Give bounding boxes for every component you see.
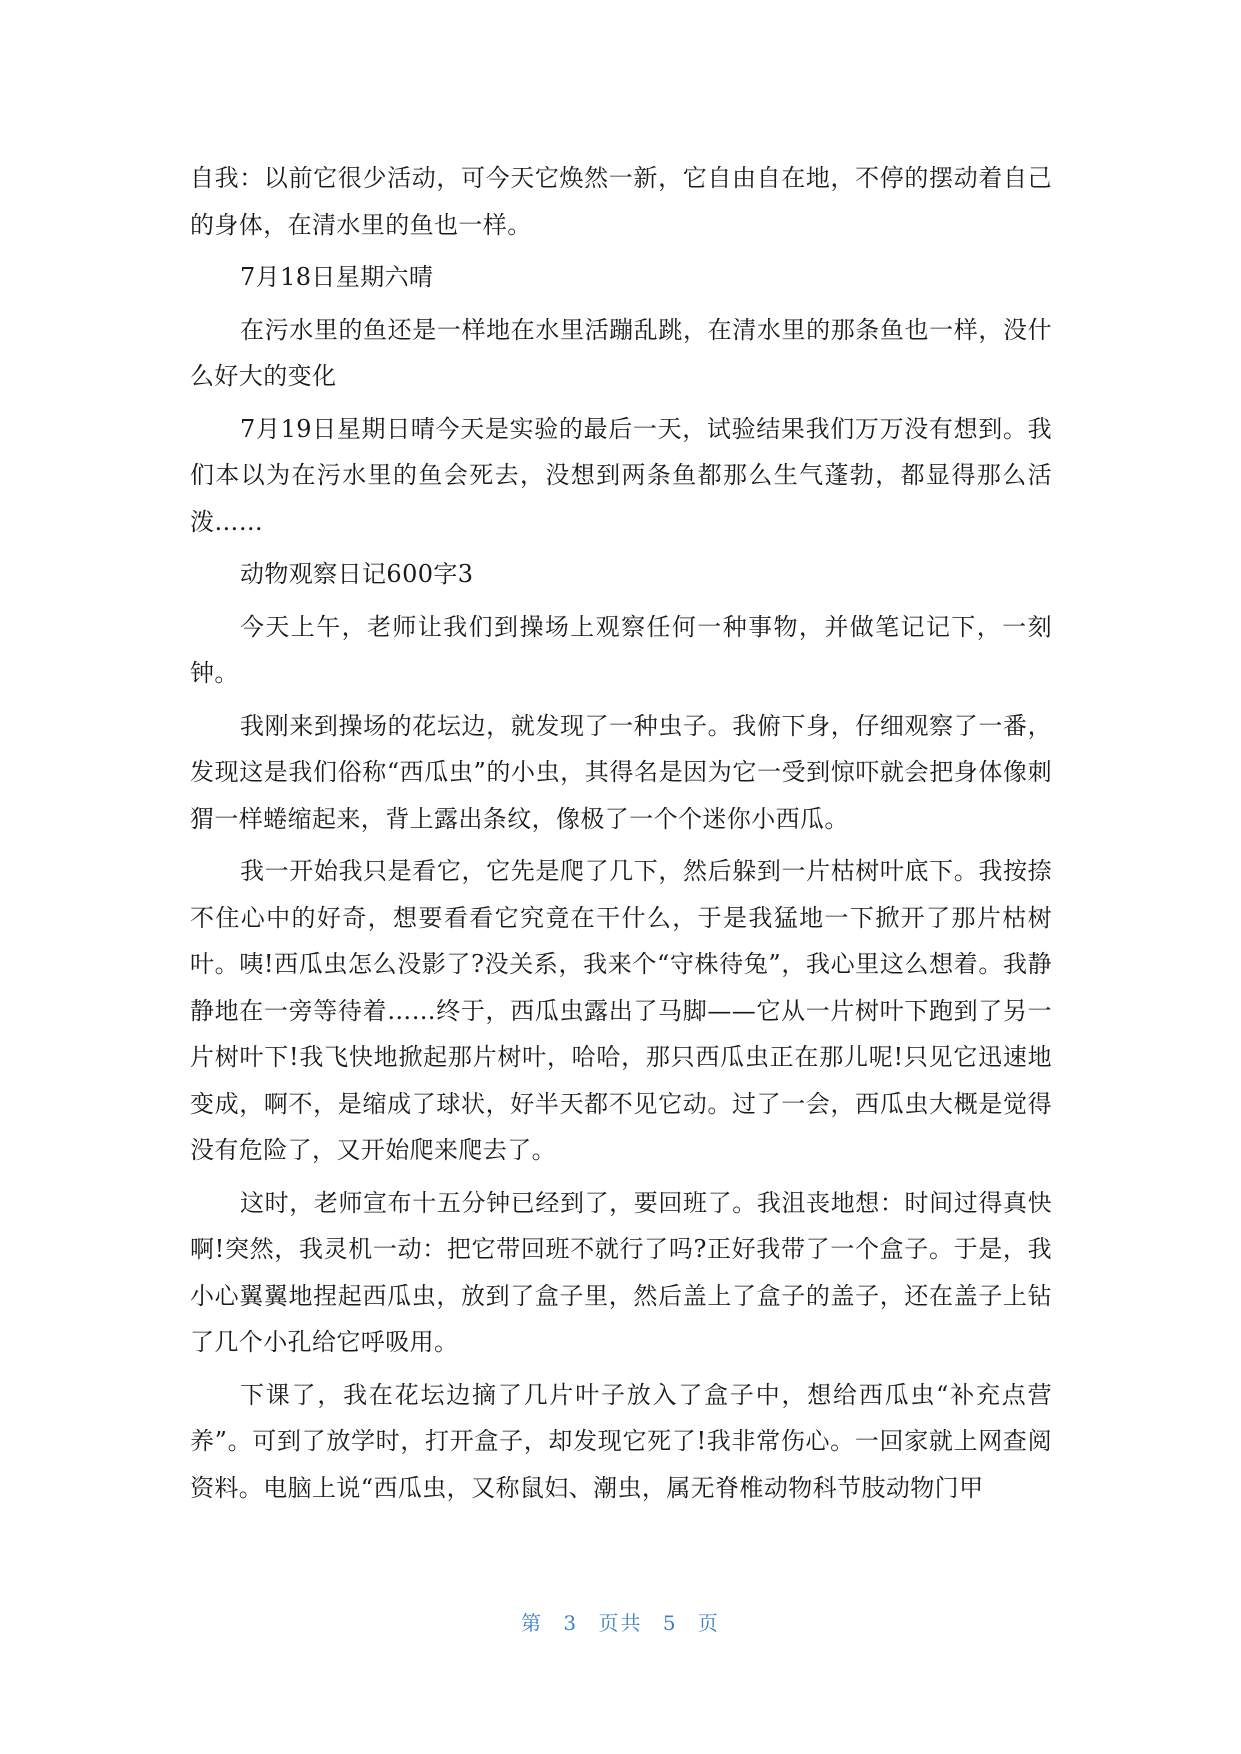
paragraph-10: 下课了，我在花坛边摘了几片叶子放入了盒子中，想给西瓜虫“补充点营养”。可到了放学时，打开盒子，却发现它死了!我非常伤心。一回家就上网查阅资料。电脑上说“西瓜虫，又称鼠妇、潮虫，属无脊椎动物科节肢动物门甲 — [190, 1380, 1052, 1502]
paragraph-2: 7月18日星期六晴 — [240, 263, 434, 291]
page-number-footer: 第 3 页共 5 页 — [521, 1611, 720, 1635]
paragraph-1: 自我：以前它很少活动，可今天它焕然一新，它自由自在地，不停的摆动着自己的身体，在清水里的鱼也一样。 — [190, 164, 1052, 239]
paragraph-3: 在污水里的鱼还是一样地在水里活蹦乱跳，在清水里的那条鱼也一样，没什么好大的变化 — [190, 315, 1052, 390]
document-body — [190, 155, 1052, 1517]
paragraph-4: 7月19日星期日晴今天是实验的最后一天，试验结果我们万万没有想到。我们本以为在污水里的鱼会死去，没想到两条鱼都那么生气蓬勃，都显得那么活泼…… — [190, 414, 1052, 536]
paragraph-8: 我一开始我只是看它，它先是爬了几下，然后躲到一片枯树叶底下。我按捺不住心中的好奇，想要看看它究竟在干什么，于是我猛地一下掀开了那片枯树叶。咦!西瓜虫怎么没影了?没关系，我来个“守株待兔”，我心里这么想着。我静静地在一旁等待着……终于，西瓜虫露出了马脚——它从一片树叶下跑到了另一片树叶下!我飞快地掀起那片树叶，哈哈，那只西瓜虫正在那儿呢!只见它迅速地变成，啊不，是缩成了球状，好半天都不见它动。过了一会，西瓜虫大概是觉得没有危险了，又开始爬来爬去了。 — [190, 857, 1052, 1164]
paragraph-6: 今天上午，老师让我们到操场上观察任何一种事物，并做笔记记下，一刻钟。 — [190, 612, 1052, 687]
paragraph-7: 我刚来到操场的花坛边，就发现了一种虫子。我俯下身，仔细观察了一番，发现这是我们俗称“西瓜虫”的小虫，其得名是因为它一受到惊吓就会把身体像刺猬一样蜷缩起来，背上露出条纹，像极了一个个迷你小西瓜。 — [190, 711, 1052, 833]
paragraph-9: 这时，老师宣布十五分钟已经到了，要回班了。我沮丧地想：时间过得真快啊!突然，我灵机一动：把它带回班不就行了吗?正好我带了一个盒子。于是，我小心翼翼地捏起西瓜虫，放到了盒子里，然后盖上了盒子的盖子，还在盖子上钻了几个小孔给它呼吸用。 — [190, 1188, 1052, 1356]
section-heading: 动物观察日记600字3 — [240, 560, 474, 588]
